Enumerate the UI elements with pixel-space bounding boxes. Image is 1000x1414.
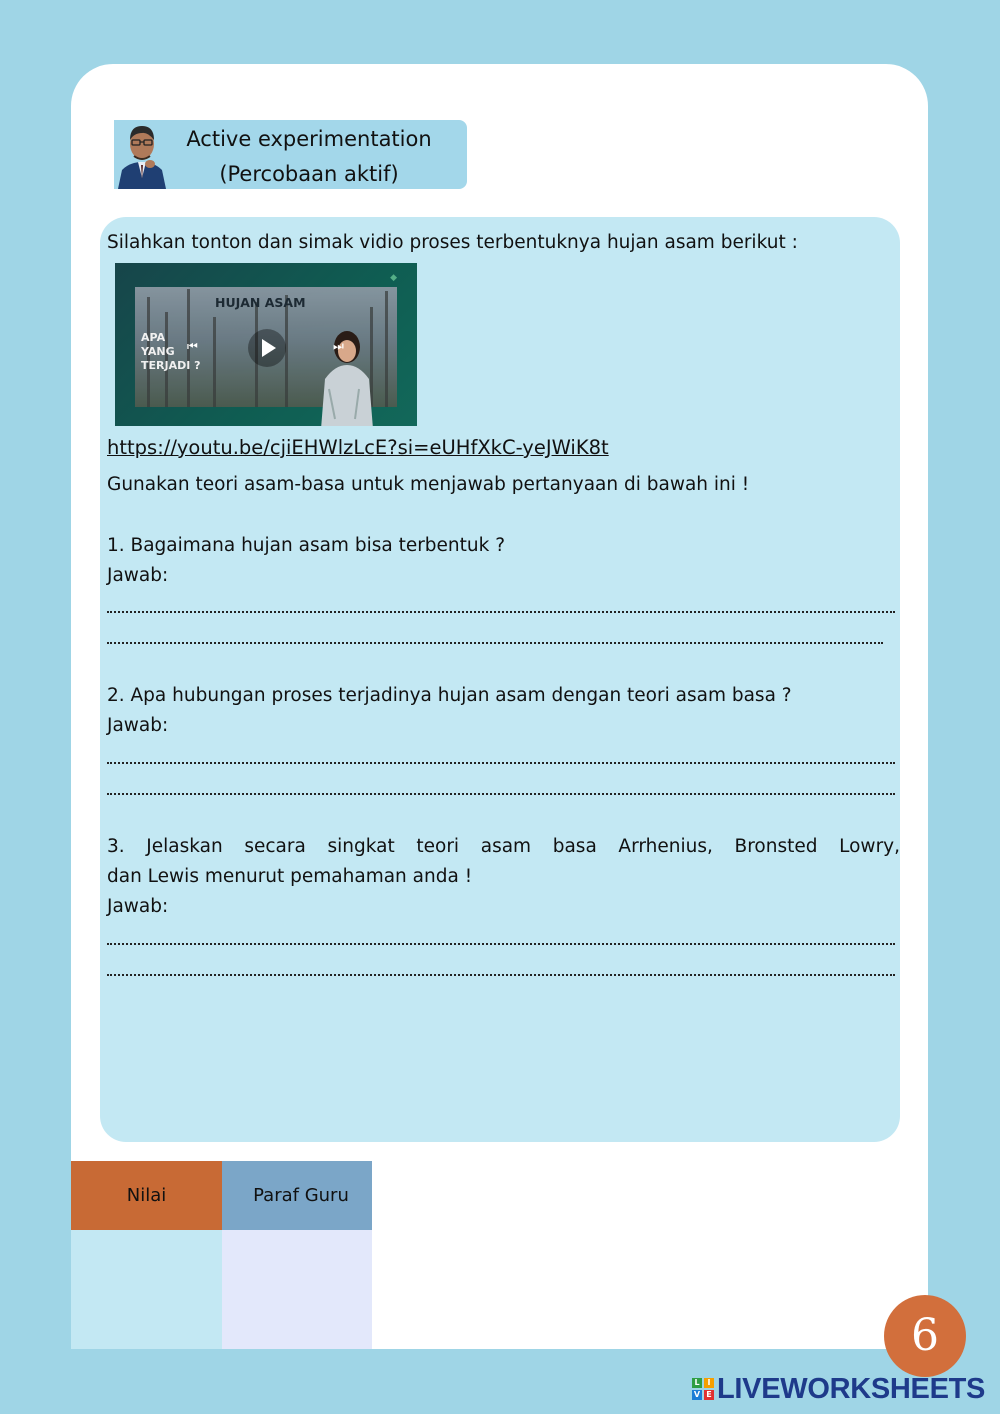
paraf-label: Paraf Guru <box>253 1185 349 1206</box>
play-icon[interactable] <box>247 328 287 368</box>
nilai-label: Nilai <box>126 1185 167 1206</box>
paraf-cell[interactable] <box>222 1230 372 1349</box>
section-title <box>164 122 454 192</box>
video-side-line: YANG <box>141 345 175 358</box>
next-icon[interactable]: ⏭ <box>333 339 344 353</box>
previous-icon[interactable]: ⏮ <box>187 339 198 353</box>
answer-line[interactable] <box>107 791 895 795</box>
brand-icon-letter: E <box>704 1390 714 1400</box>
video-link[interactable]: https://youtu.be/cjiEHWlzLcE?si=eUHfXkC-yeJWiK8t <box>107 436 609 459</box>
question-2: 2. Apa hubungan proses terjadinya hujan asam dengan teori asam basa ? <box>107 685 792 706</box>
liveworksheets-logo[interactable] <box>692 1372 985 1406</box>
nilai-cell[interactable] <box>71 1230 222 1349</box>
brand-icon-letter: I <box>704 1378 714 1388</box>
intro-text: Silahkan tonton dan simak vidio proses terbentuknya hujan asam berikut : <box>107 232 798 253</box>
liveworksheets-wordmark: LIVEWORKSHEETS <box>717 1372 986 1405</box>
section-title-line2: (Percobaan aktif) <box>219 162 399 186</box>
video-logo: ◆ <box>390 273 397 283</box>
question-3: 3. Jelaskan secara singkat teori asam basa Arrhenius, Bronsted Lowry, <box>107 836 900 857</box>
video-title: HUJAN ASAM <box>215 295 306 310</box>
section-title-line1: Active experimentation <box>186 127 432 151</box>
answer-line[interactable] <box>107 972 895 976</box>
answer-line[interactable] <box>107 609 895 613</box>
paraf-header <box>222 1161 372 1230</box>
thinking-person-icon <box>114 120 170 189</box>
question-1-answer-label: Jawab: <box>107 565 169 586</box>
question-3-answer-label: Jawab: <box>107 896 169 917</box>
nilai-header <box>71 1161 222 1230</box>
video-thumbnail[interactable] <box>115 263 417 426</box>
answer-line[interactable] <box>107 941 895 945</box>
brand-icon-letter: V <box>693 1390 701 1399</box>
question-2-answer-label: Jawab: <box>107 715 169 736</box>
page-number-badge: 6 <box>884 1295 966 1377</box>
video-side-line: APA <box>141 331 166 344</box>
question-3-line2: dan Lewis menurut pemahaman anda ! <box>107 866 473 887</box>
brand-icon-letter: L <box>692 1378 702 1388</box>
answer-line[interactable] <box>107 760 895 764</box>
instruction-text: Gunakan teori asam-basa untuk menjawab pertanyaan di bawah ini ! <box>107 474 750 495</box>
liveworksheets-icon <box>692 1378 714 1400</box>
presenter-figure <box>315 319 375 426</box>
answer-line[interactable] <box>107 640 883 644</box>
question-1: 1. Bagaimana hujan asam bisa terbentuk ? <box>107 535 506 556</box>
video-side-line: TERJADI ? <box>141 359 201 372</box>
